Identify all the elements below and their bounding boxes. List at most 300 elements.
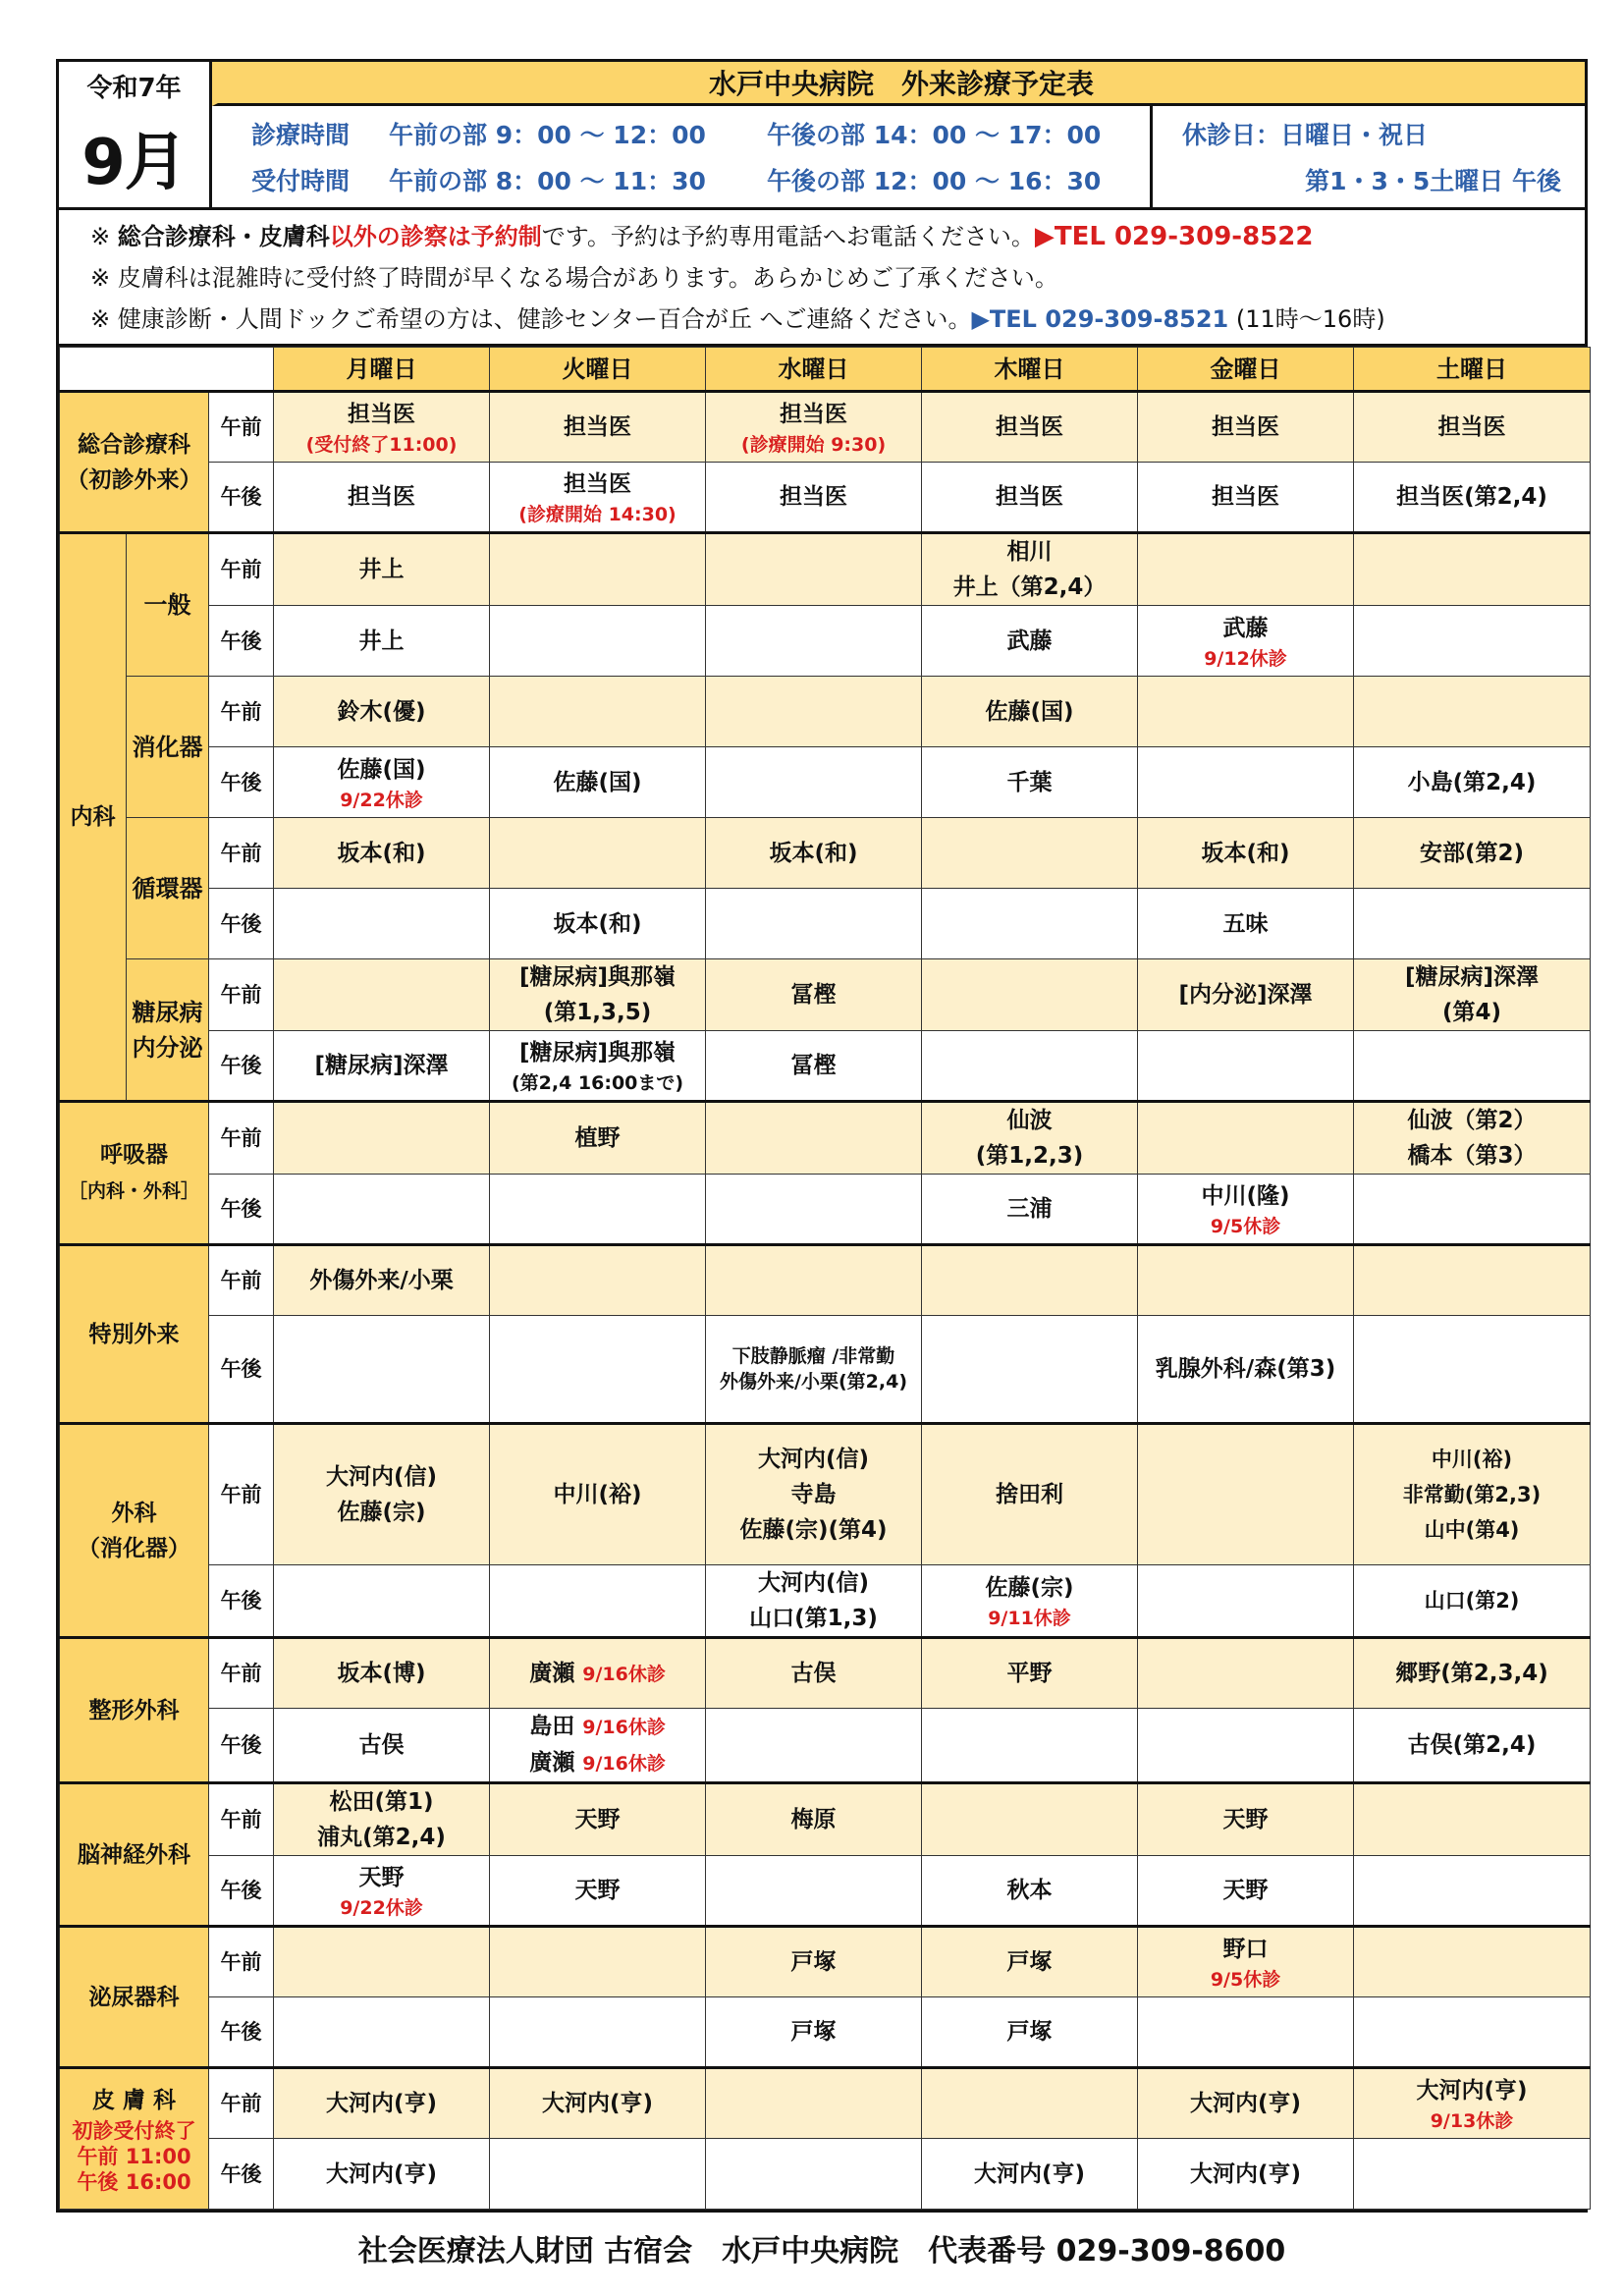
schedule-cell (706, 2139, 922, 2210)
dept-special: 特別外来 (60, 1245, 209, 1424)
schedule-cell (922, 959, 1138, 1031)
schedule-cell (1138, 747, 1354, 818)
schedule-cell (490, 818, 706, 889)
schedule-cell: 植野 (490, 1102, 706, 1175)
doctor: [糖尿病]與那嶺 (519, 964, 677, 990)
schedule-cell (274, 959, 490, 1031)
note-reservation-required: 以外の診察は予約制 (329, 223, 542, 250)
schedule-cell: 天野 (1138, 1783, 1354, 1856)
doctor-schedule: (第4) (1441, 1000, 1502, 1025)
period-pm: 午後 (209, 606, 274, 677)
table-row (60, 1783, 1591, 1856)
schedule-cell: 平野 (922, 1638, 1138, 1709)
dept-sublabel: ［内科・外科］ (68, 1180, 199, 1202)
table-row (60, 677, 1591, 747)
doctor: 担当医 (780, 402, 848, 427)
period-am: 午前 (209, 1424, 274, 1565)
schedule-cell: 坂本(和) (1138, 818, 1354, 889)
doctor: 山口(第1,3) (749, 1606, 878, 1631)
schedule-cell (706, 392, 922, 463)
schedule-cell (922, 1709, 1138, 1783)
schedule-cell (706, 2068, 922, 2139)
schedule-cell (490, 1709, 706, 1783)
schedule-cell (1354, 533, 1591, 606)
table-row (60, 818, 1591, 889)
day-tue: 火曜日 (490, 348, 706, 392)
consult-hours-pm: 午後の部 14：00 ～ 17：00 (767, 120, 1102, 149)
period-am: 午前 (209, 392, 274, 463)
schedule-cell: 三浦 (922, 1175, 1138, 1245)
schedule-cell (274, 1783, 490, 1856)
dept-sublabel: （消化器） (78, 1535, 190, 1561)
period-am: 午前 (209, 1927, 274, 1997)
consult-hours-am: 午前の部 9：00 ～ 12：00 (389, 120, 706, 149)
hours (212, 106, 1150, 207)
reception-hours-am: 午前の部 8：00 ～ 11：30 (389, 167, 706, 196)
schedule-cell (922, 1102, 1138, 1175)
day-sat: 土曜日 (1354, 348, 1591, 392)
schedule-cell (490, 1245, 706, 1316)
day-wed: 水曜日 (706, 348, 922, 392)
schedule-cell (922, 533, 1138, 606)
doctor: 野口 (1222, 1937, 1269, 1962)
consult-hours (251, 116, 1150, 151)
schedule-cell (1138, 1565, 1354, 1638)
schedule-cell: 井上 (274, 606, 490, 677)
cell-note: 9/22休診 (340, 789, 423, 811)
schedule-cell (490, 533, 706, 606)
schedule-cell (1354, 1997, 1591, 2068)
schedule-cell (1354, 2068, 1591, 2139)
dept-label: 呼吸器 (100, 1142, 168, 1168)
schedule-cell (1354, 1031, 1591, 1102)
hours-block (212, 106, 1585, 207)
note-mark: ※ (90, 223, 111, 250)
table-row (60, 2139, 1591, 2210)
doctor: 大河内(亨) (1416, 2078, 1528, 2104)
header (56, 59, 1588, 207)
table-row (60, 747, 1591, 818)
doctor: 島田 (529, 1714, 575, 1739)
schedule-cell: 古俣(第2,4) (1354, 1709, 1591, 1783)
cell-note: 9/12休診 (1204, 647, 1287, 670)
doctor: 担当医 (348, 402, 416, 427)
table-row (60, 1997, 1591, 2068)
dept-label: 総合診療科 (78, 431, 190, 458)
table-row (60, 1031, 1591, 1102)
schedule-cell: [内分泌]深澤 (1138, 959, 1354, 1031)
doctor: 松田(第1) (329, 1789, 434, 1815)
schedule-cell (1138, 1175, 1354, 1245)
dept-urology: 泌尿器科 (60, 1927, 209, 2068)
schedule-cell: 古俣 (274, 1709, 490, 1783)
month: 9月 (81, 127, 187, 199)
schedule-cell (1354, 1175, 1591, 1245)
schedule-page (56, 59, 1588, 2269)
schedule-cell: 担当医 (1138, 392, 1354, 463)
schedule-cell (490, 1031, 706, 1102)
notes (56, 207, 1588, 344)
schedule-cell (1138, 1638, 1354, 1709)
doctor: 浦丸(第2,4) (317, 1825, 446, 1850)
table-row (60, 1638, 1591, 1709)
footer-contact: 社会医療法人財団 古宿会 水戸中央病院 代表番号 029-309-8600 (357, 2234, 1286, 2269)
schedule-cell (1138, 1709, 1354, 1783)
schedule-cell: 武藤 (922, 606, 1138, 677)
schedule-cell (1138, 1031, 1354, 1102)
table-row (60, 1102, 1591, 1175)
note-depts: 総合診療科・皮膚科 (117, 223, 330, 250)
schedule-cell (1138, 1245, 1354, 1316)
doctor: 担当医 (564, 471, 632, 497)
doctor: 仙波（第2） (1407, 1108, 1537, 1133)
schedule-cell: 天野 (1138, 1856, 1354, 1927)
schedule-cell: 天野 (490, 1783, 706, 1856)
schedule-cell: 担当医 (490, 392, 706, 463)
note-checkup (90, 299, 1585, 340)
schedule-cell: 担当医 (922, 463, 1138, 533)
note-reservation-text: です。予約は予約専用電話へお電話ください。 (541, 223, 1035, 250)
dept-surgery (60, 1424, 209, 1638)
schedule-cell (706, 1565, 922, 1638)
schedule-cell: 五味 (1138, 889, 1354, 959)
schedule-cell (706, 1316, 922, 1424)
note-derm: ※ 皮膚科は混雑時に受付終了時間が早くなる場合があります。あらかじめご了承ください。 (90, 264, 1058, 292)
schedule-cell (1354, 1424, 1591, 1565)
schedule-cell: 中川(裕) (490, 1424, 706, 1565)
subdept-label: 糖尿病 (132, 998, 203, 1026)
period-pm: 午後 (209, 889, 274, 959)
period-pm: 午後 (209, 1031, 274, 1102)
schedule-cell: 大河内(亨) (490, 2068, 706, 2139)
schedule-cell (922, 2068, 1138, 2139)
schedule-cell: 坂本(和) (274, 818, 490, 889)
schedule-cell: 千葉 (922, 747, 1138, 818)
table-row (60, 959, 1591, 1031)
schedule-cell (490, 677, 706, 747)
schedule-cell (490, 606, 706, 677)
subdept-digestive: 消化器 (127, 677, 209, 818)
schedule-cell (274, 1102, 490, 1175)
schedule-cell (922, 1565, 1138, 1638)
schedule-cell (706, 889, 922, 959)
schedule-cell (274, 392, 490, 463)
schedule-cell (1354, 1856, 1591, 1927)
doctor: 下肢静脈瘤 /非常勤 (731, 1345, 895, 1367)
schedule-cell: 戸塚 (706, 1997, 922, 2068)
table-row (60, 1565, 1591, 1638)
schedule-cell: 古俣 (706, 1638, 922, 1709)
date-block (59, 62, 212, 207)
schedule-cell (274, 1565, 490, 1638)
doctor: 佐藤(宗) (337, 1500, 426, 1525)
period-pm: 午後 (209, 2139, 274, 2210)
closed-days-line1: 休診日：日曜日・祝日 (1182, 120, 1429, 149)
cell-note: 9/22休診 (340, 1897, 423, 1919)
day-fri: 金曜日 (1138, 348, 1354, 392)
schedule-cell: 大河内(亨) (274, 2139, 490, 2210)
doctor: 大河内(信) (758, 1447, 870, 1472)
cell-note: 9/11休診 (988, 1608, 1071, 1629)
period-pm: 午後 (209, 1175, 274, 1245)
schedule-cell (1138, 1424, 1354, 1565)
schedule-cell (706, 1245, 922, 1316)
schedule-cell: 坂本(和) (490, 889, 706, 959)
schedule-cell: 坂本(博) (274, 1638, 490, 1709)
table-row (60, 533, 1591, 606)
schedule-cell (1354, 1927, 1591, 1997)
doctor: 非常勤(第2,3) (1402, 1483, 1542, 1506)
doctor: 外傷外来/小栗(第2,4) (720, 1371, 907, 1393)
schedule-cell: 乳腺外科/森(第3) (1138, 1316, 1354, 1424)
schedule-cell: 外傷外来/小栗 (274, 1245, 490, 1316)
schedule-cell (274, 1424, 490, 1565)
schedule-cell: 戸塚 (922, 1997, 1138, 2068)
doctor: 大河内(信) (326, 1464, 438, 1490)
doctor-schedule: (第1,3,5) (543, 1000, 652, 1025)
doctor: 武藤 (1222, 615, 1269, 641)
doctor: 廣瀬 (529, 1750, 575, 1776)
header-right (212, 62, 1585, 207)
schedule-title: 水戸中央病院 外来診療予定表 (212, 62, 1585, 106)
schedule-cell (274, 747, 490, 818)
period-pm: 午後 (209, 1856, 274, 1927)
reservation-phone: ▶TEL 029-309-8522 (1034, 222, 1314, 251)
doctor: 佐藤(宗)(第4) (739, 1517, 888, 1543)
era-year: 令和7年 (86, 74, 182, 103)
dept-dermatology (60, 2068, 209, 2210)
period-am: 午前 (209, 1638, 274, 1709)
period-am: 午前 (209, 1783, 274, 1856)
schedule-cell (490, 463, 706, 533)
schedule-cell: 捨田利 (922, 1424, 1138, 1565)
schedule-cell: 井上 (274, 533, 490, 606)
day-thu: 木曜日 (922, 348, 1138, 392)
table-row (60, 1927, 1591, 1997)
schedule-cell (274, 1175, 490, 1245)
table-row (60, 606, 1591, 677)
schedule-cell (706, 1856, 922, 1927)
subdept-general: 一般 (127, 533, 209, 677)
doctor: 山中(第4) (1424, 1518, 1520, 1542)
period-am: 午前 (209, 677, 274, 747)
doctor: 廣瀬 (529, 1660, 575, 1686)
schedule-cell: 冨樫 (706, 1031, 922, 1102)
schedule-cell (490, 1997, 706, 2068)
period-pm: 午後 (209, 1709, 274, 1783)
schedule-cell: 大河内(亨) (1138, 2139, 1354, 2210)
day-mon: 月曜日 (274, 348, 490, 392)
schedule-cell (274, 1927, 490, 1997)
schedule-cell (706, 747, 922, 818)
checkup-hours: (11時～16時) (1235, 305, 1385, 333)
table-row (60, 1316, 1591, 1424)
schedule-cell: 担当医 (706, 463, 922, 533)
schedule-cell (1138, 533, 1354, 606)
schedule-cell (706, 533, 922, 606)
cell-note: 9/5休診 (1210, 1216, 1281, 1237)
period-pm: 午後 (209, 1565, 274, 1638)
schedule-cell: 天野 (490, 1856, 706, 1927)
schedule-cell (1354, 677, 1591, 747)
schedule-cell: 担当医 (1354, 392, 1591, 463)
schedule-cell: [糖尿病]深澤 (274, 1031, 490, 1102)
doctor: 佐藤(国) (337, 756, 426, 783)
schedule-cell (490, 959, 706, 1031)
table-row (60, 463, 1591, 533)
schedule-cell (1354, 1102, 1591, 1175)
schedule-cell: 大河内(亨) (274, 2068, 490, 2139)
closed-days-line2: 第1・3・5土曜日 午後 (1305, 167, 1561, 196)
cell-note: 9/13休診 (1430, 2110, 1514, 2132)
schedule-cell (1354, 1245, 1591, 1316)
doctor: 寺島 (790, 1482, 837, 1507)
table-row (60, 1424, 1591, 1565)
table-row (60, 2068, 1591, 2139)
schedule-cell: 山口(第2) (1354, 1565, 1591, 1638)
period-am: 午前 (209, 2068, 274, 2139)
schedule-cell: 鈴木(優) (274, 677, 490, 747)
subdept-circulatory: 循環器 (127, 818, 209, 959)
period-pm: 午後 (209, 1316, 274, 1424)
schedule-cell (1138, 1927, 1354, 1997)
reception-hours-pm: 午後の部 12：00 ～ 16：30 (767, 167, 1102, 196)
schedule-table-wrap (56, 344, 1588, 2213)
doctor: 中川(隆) (1201, 1183, 1290, 1209)
schedule-cell (274, 889, 490, 959)
schedule-cell: 大河内(亨) (1138, 2068, 1354, 2139)
dept-internal: 内科 (60, 533, 127, 1102)
schedule-cell (706, 1175, 922, 1245)
schedule-cell (1138, 1102, 1354, 1175)
derm-note: 午前 11:00 (77, 2145, 191, 2168)
dept-respiratory (60, 1102, 209, 1245)
schedule-cell (922, 1783, 1138, 1856)
schedule-cell (706, 1709, 922, 1783)
schedule-cell: 郷野(第2,3,4) (1354, 1638, 1591, 1709)
schedule-cell (490, 1927, 706, 1997)
schedule-cell (490, 1175, 706, 1245)
consult-hours-label: 診療時間 (251, 120, 351, 149)
doctor: 井上（第2,4） (952, 574, 1107, 600)
schedule-cell (706, 1102, 922, 1175)
dept-label: 外科 (111, 1500, 157, 1526)
doctor: 相川 (1006, 539, 1053, 565)
dept-orthopedics: 整形外科 (60, 1638, 209, 1783)
period-am: 午前 (209, 1245, 274, 1316)
period-am: 午前 (209, 1102, 274, 1175)
note-checkup-text: ※ 健康診断・人間ドックご希望の方は、健診センター百合が丘 へご連絡ください。 (90, 305, 972, 333)
schedule-cell: 安部(第2) (1354, 818, 1591, 889)
schedule-cell: 冨樫 (706, 959, 922, 1031)
doctor: 橋本（第3） (1407, 1143, 1537, 1169)
doctor: [糖尿病]深澤 (1404, 964, 1540, 990)
period-pm: 午後 (209, 1997, 274, 2068)
cell-note: 9/16休診 (582, 1717, 666, 1738)
schedule-cell (490, 1638, 706, 1709)
subdept-label: 内分泌 (132, 1033, 203, 1062)
subdept-diabetes (127, 959, 209, 1102)
reception-hours (251, 162, 1150, 197)
schedule-cell (1354, 1783, 1591, 1856)
schedule-cell (1138, 1997, 1354, 2068)
day-header-row (60, 348, 1591, 392)
cell-note: 9/16休診 (582, 1663, 666, 1685)
schedule-cell (490, 1565, 706, 1638)
schedule-cell (490, 2139, 706, 2210)
period-pm: 午後 (209, 463, 274, 533)
schedule-cell (1354, 2139, 1591, 2210)
schedule-cell (490, 1316, 706, 1424)
schedule-cell: 担当医 (1138, 463, 1354, 533)
doctor: 佐藤(宗) (985, 1575, 1074, 1601)
dept-sublabel: （初診外来） (66, 466, 202, 493)
schedule-cell: 担当医(第2,4) (1354, 463, 1591, 533)
dept-neurosurgery: 脳神経外科 (60, 1783, 209, 1927)
schedule-cell (1138, 606, 1354, 677)
schedule-cell: 佐藤(国) (490, 747, 706, 818)
period-am: 午前 (209, 959, 274, 1031)
schedule-cell (1354, 1316, 1591, 1424)
schedule-cell: 担当医 (922, 392, 1138, 463)
table-row (60, 1709, 1591, 1783)
schedule-cell: 梅原 (706, 1783, 922, 1856)
cell-note: 9/5休診 (1210, 1969, 1281, 1991)
schedule-cell: 大河内(亨) (922, 2139, 1138, 2210)
table-row (60, 1856, 1591, 1927)
corner-cell (60, 348, 274, 392)
derm-note: 午後 16:00 (77, 2170, 191, 2194)
schedule-table (59, 347, 1591, 2210)
period-am: 午前 (209, 533, 274, 606)
closed-days (1150, 106, 1585, 207)
schedule-cell (1354, 959, 1591, 1031)
table-row (60, 889, 1591, 959)
schedule-cell (274, 1997, 490, 2068)
schedule-cell (1354, 606, 1591, 677)
period-pm: 午後 (209, 747, 274, 818)
cell-note: (受付終了11:00) (305, 434, 458, 456)
table-row (60, 1175, 1591, 1245)
schedule-cell (922, 818, 1138, 889)
period-am: 午前 (209, 818, 274, 889)
doctor: [糖尿病]與那嶺 (519, 1040, 677, 1066)
schedule-cell: 坂本(和) (706, 818, 922, 889)
doctor: 天野 (358, 1865, 405, 1890)
schedule-cell (922, 889, 1138, 959)
schedule-cell (1354, 889, 1591, 959)
cell-note: (診療開始 14:30) (518, 504, 677, 525)
derm-note: 初診受付終了 (72, 2119, 196, 2143)
reception-hours-label: 受付時間 (251, 167, 351, 196)
schedule-cell (706, 677, 922, 747)
schedule-cell (706, 1424, 922, 1565)
table-row (60, 392, 1591, 463)
schedule-cell (1138, 677, 1354, 747)
schedule-cell: 戸塚 (922, 1927, 1138, 1997)
dept-label: 皮 膚 科 (91, 2088, 176, 2113)
schedule-cell: 佐藤(国) (922, 677, 1138, 747)
schedule-cell: 担当医 (274, 463, 490, 533)
doctor: 仙波 (1006, 1108, 1053, 1133)
table-row (60, 1245, 1591, 1316)
cell-note: 9/16休診 (582, 1753, 666, 1775)
dept-general (60, 392, 209, 533)
schedule-cell (274, 1316, 490, 1424)
schedule-cell (922, 1031, 1138, 1102)
schedule-cell: 小島(第2,4) (1354, 747, 1591, 818)
schedule-cell (274, 1856, 490, 1927)
